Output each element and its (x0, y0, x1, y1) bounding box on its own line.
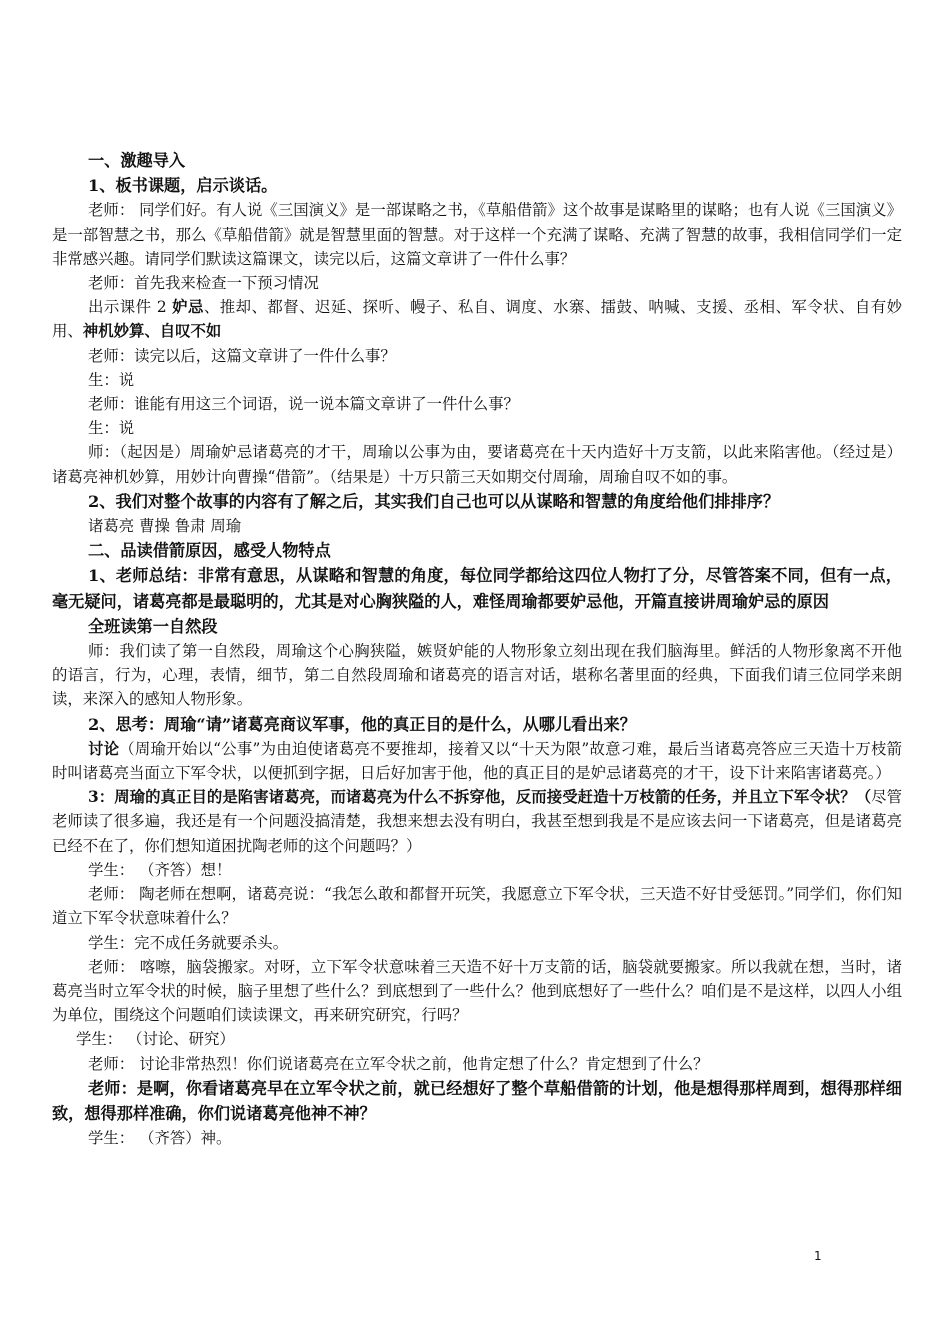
paragraph (52, 1052, 902, 1076)
text-run: 老师：是啊，你看诸葛亮早在立军令状之前，就已经想好了整个草船借箭的计划，他是想得那样周到，想得那样细致，想得那样准确，你们说诸葛亮他神不神？ (52, 1078, 902, 1123)
paragraph (52, 614, 902, 639)
text-run: 老师：首先我来检查一下预习情况 (88, 274, 319, 293)
text-run: 学生： （齐答）神。 (88, 1129, 232, 1148)
text-run: 出示课件 2 (88, 298, 173, 317)
paragraph (52, 198, 902, 271)
text-run: 老师：谁能有用这三个词语，说一说本篇文章讲了一件什么事？ (88, 395, 519, 414)
text-run: 学生： （讨论、研究） (76, 1030, 235, 1049)
paragraph (52, 639, 902, 712)
text-run: 老师：读完以后，这篇文章讲了一件什么事？ (88, 346, 396, 365)
bold-text: 神机妙算、自叹不如 (82, 322, 222, 341)
paragraph (52, 514, 902, 538)
bold-text: 讨论 (88, 739, 120, 758)
text-run: 尽管老师读了很多遍，我还是有一个问题没搞清楚，我想来想去没有明白，我甚至想到我是不是应该去问一下诸葛亮，但是诸葛亮已经不在了，你们想知道困扰陶老师的这个问题吗？） (52, 788, 902, 855)
text-run: 2、我们对整个故事的内容有了解之后，其实我们自己也可以从谋略和智慧的角度给他们排排序？ (88, 491, 780, 511)
text-run: 师：（起因是）周瑜妒忌诸葛亮的才干，周瑜以公事为由，要诸葛亮在十天内造好十万支箭，以此来陷害他。（经过是）诸葛亮神机妙算，用妙计向曹操“借箭”。（结果是）十万只箭三天如期交付周瑜，周瑜自叹不如的事。 (52, 443, 902, 486)
paragraph (52, 489, 902, 514)
text-run: 老师： 讨论非常热烈！你们说诸葛亮在立军令状之前，他肯定想了什么？肯定想到了什么？ (88, 1054, 709, 1073)
text-run: 学生： （齐答）想！ (88, 860, 232, 879)
paragraph (52, 785, 902, 858)
text-run: 师：我们读了第一自然段，周瑜这个心胸狭隘，嫉贤妒能的人物形象立刻出现在我们脑海里。鲜活的人物形象离不开他的语言，行为，心理，表情，细节，第二自然段周瑜和诸葛亮的语言对话，堪称名著里面的经典，下面我们请三位同学来朗读，来深入的感知人物形象。 (52, 642, 902, 709)
paragraph (52, 344, 902, 368)
paragraph (52, 737, 902, 785)
text-run: 老师： 陶老师在想啊，诸葛亮说：“我怎么敢和都督开玩笑，我愿意立下军令状，三天造不好甘受惩罚。”同学们，你们知道立下军令状意味着什么？ (52, 885, 902, 928)
text-run: 全班读第一自然段 (88, 616, 218, 636)
paragraph (52, 858, 902, 882)
text-run: 1、老师总结：非常有意思，从谋略和智慧的角度，每位同学都给这四位人物打了分，尽管答案不同，但有一点，毫无疑问，诸葛亮都是最聪明的，尤其是对心胸狭隘的人，难怪周瑜都要妒忌他，开篇直接讲周瑜妒忌的原因 (52, 566, 902, 611)
text-run: （周瑜开始以“公事”为由迫使诸葛亮不要推却，接着又以“十天为限”故意刁难，最后当诸葛亮答应三天造十万枝箭时叫诸葛亮当面立下军令状，以便抓到字据，日后好加害于他，他的真正目的是妒忌诸葛亮的才干，设下计来陷害诸葛亮。） (52, 739, 902, 783)
text-run: 二、品读借箭原因，感受人物特点 (88, 541, 331, 561)
document-body (52, 148, 902, 1150)
text-run: 生：说 (88, 370, 135, 389)
paragraph (52, 1126, 902, 1150)
bold-text: 妒忌 (172, 298, 204, 317)
paragraph (52, 271, 902, 295)
paragraph (52, 416, 902, 440)
text-run: 2、思考：周瑜“请”诸葛亮商议军事，他的真正目的是什么，从哪儿看出来？ (88, 714, 636, 734)
text-run: 学生：完不成任务就要杀头。 (88, 933, 289, 952)
paragraph (52, 955, 902, 1028)
paragraph (52, 1027, 902, 1051)
paragraph (52, 931, 902, 955)
text-run: 一、激趣导入 (88, 151, 186, 170)
paragraph (52, 368, 902, 392)
paragraph (52, 563, 902, 613)
paragraph (52, 712, 902, 737)
text-run: 生：说 (88, 419, 135, 438)
text-run: 、推却、都督、迟延、探听、幔子、私自、调度、水寨、擂鼓、呐喊、支援、丞相、军令状、自有妙用、 (52, 298, 902, 341)
text-run: 老师： 同学们好。有人说《三国演义》是一部谋略之书，《草船借箭》这个故事是谋略里的谋略；也有人说《三国演义》是一部智慧之书，那么《草船借箭》就是智慧里面的智慧。对于这样一个充满了谋略、充满了智慧的故事，我相信同学们一定非常感兴趣。请同学们默读这篇课文，读完以后，这篇文章讲了一件什么事？ (52, 201, 902, 268)
paragraph (52, 538, 902, 563)
paragraph (52, 1076, 902, 1126)
bold-text: 3：周瑜的真正目的是陷害诸葛亮，而诸葛亮为什么不拆穿他，反而接受赶造十万枝箭的任务，并且立下军令状？（ (88, 788, 872, 807)
paragraph (52, 440, 902, 488)
page-number: 1 (814, 1249, 822, 1263)
paragraph (52, 295, 902, 343)
text-run: 1、板书课题，启示谈话。 (88, 176, 278, 196)
paragraph (52, 392, 902, 416)
paragraph (52, 882, 902, 930)
text-run: 诸葛亮 曹操 鲁肃 周瑜 (88, 517, 242, 536)
text-run: 老师： 喀嚓，脑袋搬家。对呀，立下军令状意味着三天造不好十万支箭的话，脑袋就要搬家。所以我就在想，当时，诸葛亮当时立军令状的时候，脑子里想了些什么？到底想到了一些什么？他到底想好了一些什么？咱们是不是这样，以四人小组为单位，围绕这个问题咱们读读课文，再来研究研究，行吗？ (52, 957, 902, 1025)
paragraph (52, 173, 902, 198)
paragraph (52, 148, 902, 173)
